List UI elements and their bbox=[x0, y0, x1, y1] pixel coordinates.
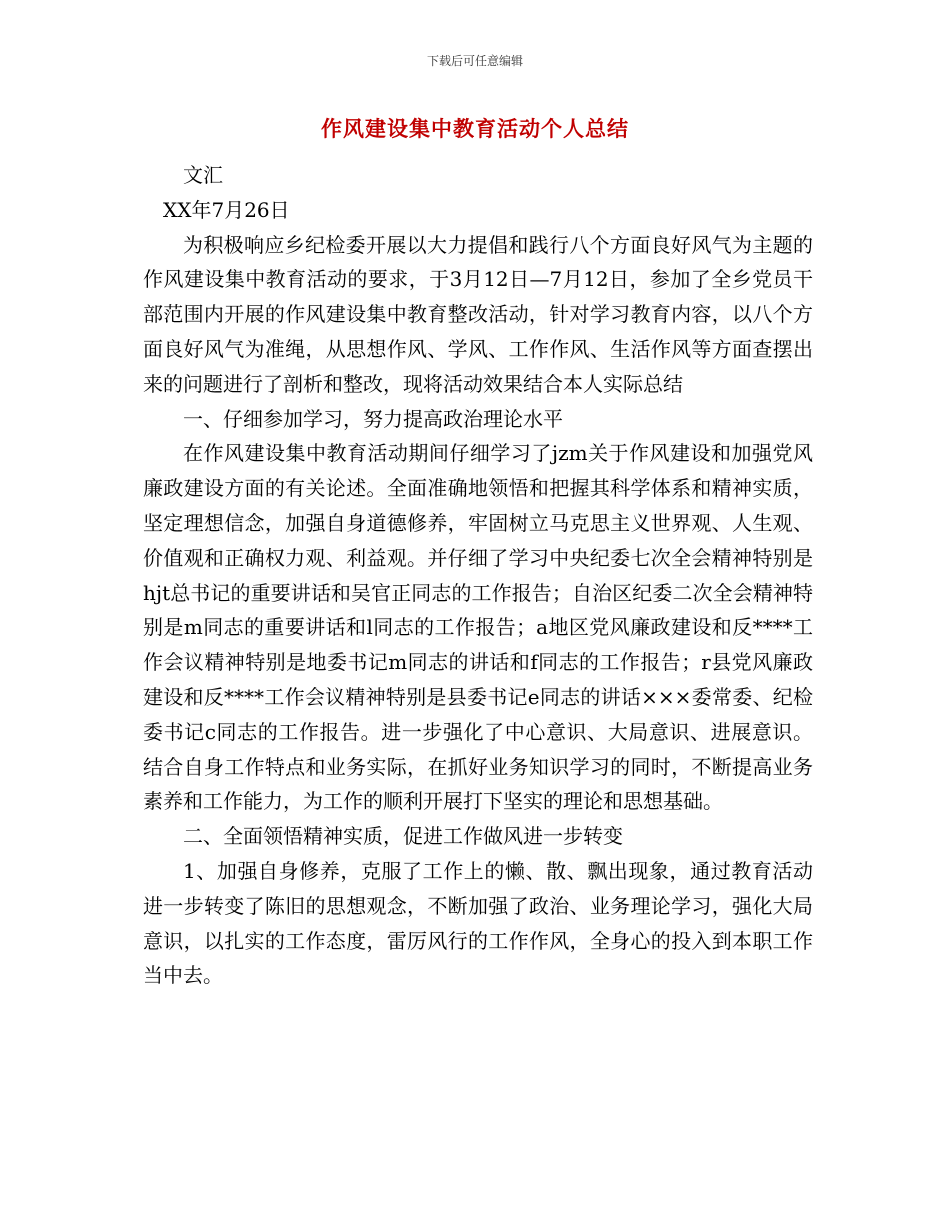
section-2-item-1: 1、加强自身修养，克服了工作上的懒、散、飘出现象，通过教育活动进一步转变了陈旧的思想观念，不断加强了政治、业务理论学习，强化大局意识，以扎实的工作态度，雷厉风行的工作作风，全身心的投入到本职工作当中去。 bbox=[143, 858, 813, 988]
section-heading-1: 一、仔细参加学习，努力提高政治理论水平 bbox=[183, 406, 563, 431]
document-title: 作风建设集中教育活动个人总结 bbox=[321, 117, 629, 141]
section-1-paragraph: 在作风建设集中教育活动期间仔细学习了jzm关于作风建设和加强党风廉政建设方面的有关论述。全面准确地领悟和把握其科学体系和精神实质，坚定理想信念，加强自身道德修养，牢固树立马克思主义世界观、人生观、价值观和正确权力观、利益观。并仔细了学习中央纪委七次全会精神特别是hjt总书记的重要讲话和吴官正同志的工作报告；自治区纪委二次全会精神特别是m同志的重要讲话和l同志的工作报告；a地区党风廉政建设和反****工作会议精神特别是地委书记m同志的讲话和f同志的工作报告；r县党风廉政建设和反****工作会议精神特别是县委书记e同志的讲话×××委常委、纪检委书记c同志的工作报告。进一步强化了中心意识、大局意识、进展意识。结合自身工作特点和业务实际，在抓好业务知识学习的同时，不断提高业务素养和工作能力，为工作的顺利开展打下坚实的理论和思想基础。 bbox=[143, 441, 813, 814]
header-note: 下载后可任意编辑 bbox=[426, 54, 523, 68]
section-heading-2: 二、全面领悟精神实质，促进工作做风进一步转变 bbox=[183, 824, 623, 849]
date-line: XX年7月26日 bbox=[163, 197, 290, 222]
intro-paragraph: 为积极响应乡纪检委开展以大力提倡和践行八个方面良好风气为主题的作风建设集中教育活动的要求，于3月12日—7月12日，参加了全乡党员干部范围内开展的作风建设集中教育整改活动，针对学习教育内容，以八个方面良好风气为准绳，从思想作风、学风、工作作风、生活作风等方面查摆出来的问题进行了剖析和整改，现将活动效果结合本人实际总结 bbox=[143, 232, 813, 396]
document-body bbox=[143, 158, 813, 993]
author-line: 文汇 bbox=[183, 163, 223, 187]
